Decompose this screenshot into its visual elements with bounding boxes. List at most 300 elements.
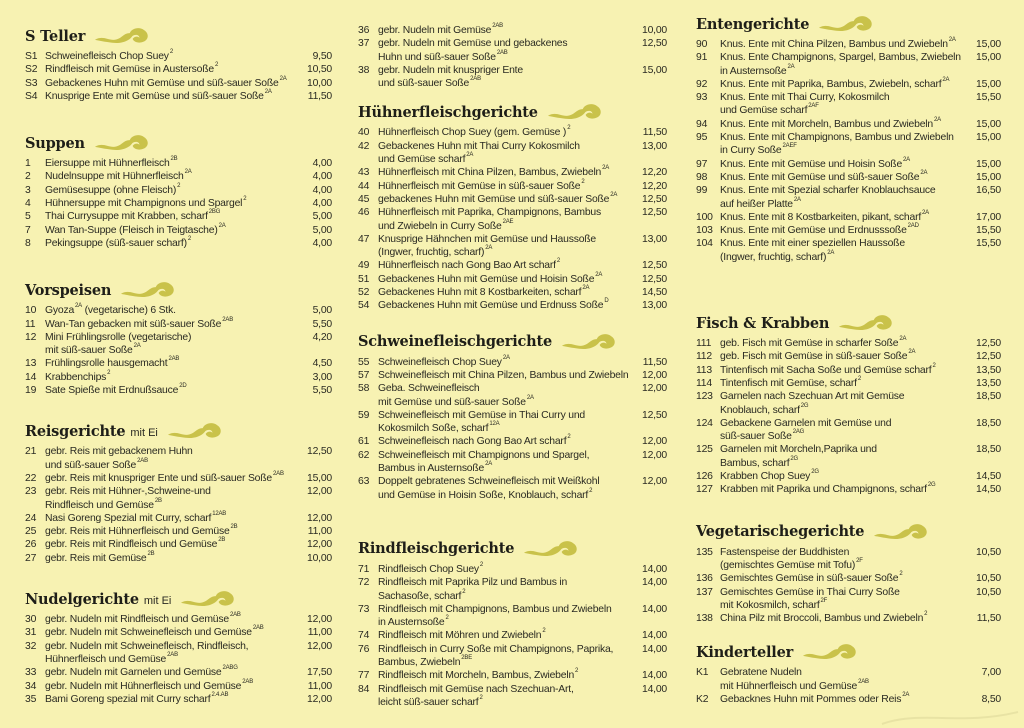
item-price: 10,50	[975, 586, 1001, 598]
allergen-code: 2F	[820, 597, 828, 604]
menu-item	[696, 91, 1001, 118]
item-description	[45, 304, 298, 317]
item-price: 12,00	[306, 614, 332, 626]
item-text: Knusprige Hähnchen mit Gemüse und Haussoße	[378, 233, 597, 245]
item-text: Nudelnsuppe mit Hühnerfleisch	[45, 171, 184, 183]
item-description-line	[45, 357, 295, 370]
menu-section-huhn	[358, 101, 667, 312]
allergen-code: 2A	[787, 63, 795, 70]
item-text: Rindfleisch mit Möhren und Zwiebeln	[378, 630, 542, 642]
item-price: 11,50	[642, 127, 667, 139]
section-header	[696, 13, 1001, 35]
allergen-code: 2	[107, 369, 111, 376]
item-text: Hühnerfleisch nach Gong Bao Art scharf	[378, 260, 556, 272]
allergen-code: 2B	[170, 156, 178, 163]
item-number: 76	[358, 643, 370, 655]
item-text: gebr. Nudeln mit Gemüse	[378, 25, 492, 36]
item-description-line	[720, 131, 964, 144]
item-price: 12,20	[641, 167, 667, 179]
menu-section-schwein	[358, 331, 667, 502]
item-price: 12,00	[641, 449, 667, 461]
item-description	[45, 63, 298, 76]
allergen-code: 2	[479, 561, 484, 568]
item-price: 16,50	[975, 185, 1001, 197]
menu-item	[696, 572, 1001, 585]
item-price: 14,00	[641, 670, 667, 682]
item-description	[378, 37, 633, 64]
menu-item	[358, 299, 667, 312]
item-price: 11,00	[307, 526, 332, 538]
item-number: 55	[358, 356, 370, 368]
item-text: Schweinefleisch mit Champignons und Spargel,	[378, 449, 590, 461]
item-text: Knus. Ente mit Gemüse und Erdnusssoße	[720, 225, 907, 237]
item-price: 15,00	[306, 472, 332, 484]
cloud-ornament-icon	[817, 13, 875, 35]
item-number: 112	[696, 351, 712, 363]
item-number: 46	[358, 207, 370, 219]
item-price: 14,00	[641, 563, 667, 575]
item-price: 4,00	[312, 158, 332, 170]
allergen-code: 2B	[147, 550, 155, 557]
item-number: 19	[25, 385, 37, 397]
menu-item	[358, 369, 667, 382]
item-price: 10,00	[306, 552, 332, 564]
menu-section-kinder	[696, 641, 1001, 706]
item-description-line	[378, 422, 630, 435]
allergen-code: 2A	[218, 222, 226, 229]
menu-section-s-teller	[25, 25, 332, 103]
item-description	[720, 417, 967, 444]
allergen-code: 2B	[218, 537, 226, 544]
item-text: Bambus, Zwiebeln	[378, 656, 461, 668]
item-text: Wan-Tan gebacken mit süß-sauer Soße	[45, 318, 222, 330]
item-number: 72	[358, 577, 370, 589]
item-description-line	[378, 180, 630, 193]
item-description-line	[378, 369, 630, 382]
item-text: gebr. Nudeln mit Rindfleisch und Gemüse	[45, 614, 229, 626]
item-price: 12,00	[306, 539, 332, 551]
menu-item	[696, 390, 1001, 417]
item-number: 84	[358, 683, 370, 695]
allergen-code: 2	[462, 588, 466, 595]
item-description	[720, 131, 967, 158]
item-description	[45, 50, 298, 63]
menu-item	[25, 538, 332, 551]
cloud-ornament-icon	[93, 132, 151, 154]
item-description-line	[720, 483, 964, 496]
item-number: 12	[25, 331, 37, 343]
item-description-line	[720, 184, 964, 197]
menu-item	[358, 37, 667, 64]
item-description-line	[720, 224, 964, 237]
allergen-code: 2A	[466, 152, 474, 159]
item-text: Rindfleisch mit Paprika Pilz und Bambus in	[378, 577, 568, 589]
item-text: Frühlingsrolle hausgemacht	[45, 358, 168, 370]
cloud-ornament-icon	[546, 101, 604, 123]
item-price: 3,00	[312, 371, 332, 383]
menu-item	[25, 224, 332, 237]
menu-item	[358, 643, 667, 670]
item-description-line	[720, 211, 964, 224]
item-description-line	[45, 237, 295, 250]
item-description-line	[378, 489, 630, 502]
item-text: Bambus in Austernsoße	[378, 463, 485, 475]
item-text: Sachasoße, scharf	[378, 590, 462, 602]
menu-section-reis	[25, 420, 332, 565]
allergen-code: 2G	[811, 469, 819, 476]
item-description	[45, 384, 298, 397]
menu-item	[25, 626, 332, 639]
item-description-line	[45, 184, 295, 197]
item-description-line	[378, 603, 630, 616]
item-number: 26	[25, 539, 37, 551]
allergen-code: 2AB	[168, 356, 180, 363]
allergen-code: 2	[243, 196, 247, 203]
item-description	[378, 193, 633, 206]
allergen-code: 2A	[827, 249, 835, 256]
menu-item	[25, 50, 332, 63]
item-description-line	[720, 38, 964, 51]
item-number: 21	[25, 446, 37, 458]
section-header	[25, 279, 332, 301]
item-description	[378, 409, 633, 436]
item-price: 12,00	[306, 640, 332, 652]
item-description	[378, 576, 633, 603]
item-number: 31	[25, 627, 37, 639]
item-number: 11	[25, 318, 36, 330]
item-text: in Austernsoße	[378, 617, 445, 629]
item-text: Knoblauch, scharf	[720, 404, 800, 416]
allergen-code: 2AB	[242, 678, 254, 685]
item-number: K2	[696, 693, 709, 705]
item-text: Knus. Ente mit Morcheln, Bambus und Zwiebeln	[720, 118, 933, 130]
item-description-line	[378, 37, 630, 50]
item-text: Wan Tan-Suppe (Fleisch in Teigtasche)	[45, 224, 218, 236]
item-description	[45, 472, 298, 485]
item-number: 138	[696, 613, 713, 625]
menu-item	[696, 131, 1001, 158]
menu-item	[25, 512, 332, 525]
item-description-line	[45, 50, 295, 63]
item-description	[378, 435, 633, 448]
item-number: 54	[358, 300, 370, 312]
allergen-code: 2.4.AB	[211, 691, 229, 698]
item-text: in Curry Soße	[720, 145, 782, 157]
item-number: 74	[358, 630, 370, 642]
menu-item	[358, 669, 667, 682]
item-text: Knus. Ente mit Gemüse und süß-sauer Soße	[720, 171, 920, 183]
item-description	[45, 210, 298, 223]
menu-item	[696, 443, 1001, 470]
item-description	[720, 377, 967, 390]
item-text: Tintenfisch mit Sacha Soße und Gemüse scharf	[720, 364, 932, 376]
item-description	[378, 382, 633, 409]
item-description	[720, 211, 967, 224]
item-price: 5,50	[312, 385, 332, 397]
item-text: Knus. Ente Champignons, Spargel, Bambus, Zwiebeln	[720, 52, 961, 64]
item-number: 113	[696, 364, 712, 376]
item-number: 43	[358, 167, 370, 179]
menu-item	[696, 364, 1001, 377]
allergen-code: 2BG	[208, 209, 221, 216]
item-description	[720, 184, 967, 211]
menu-item	[358, 273, 667, 286]
item-number: 111	[696, 338, 712, 350]
item-text: süß-sauer Soße	[720, 431, 792, 443]
item-description	[378, 24, 633, 37]
item-description-line	[378, 126, 630, 139]
item-price: 14,00	[641, 683, 667, 695]
item-description-line	[378, 77, 630, 90]
item-description	[45, 197, 298, 210]
item-description	[378, 449, 633, 476]
item-description-line	[720, 78, 964, 91]
menu-item	[25, 77, 332, 90]
menu-item	[358, 629, 667, 642]
menu-item	[358, 576, 667, 603]
item-price: 18,50	[975, 391, 1001, 403]
item-price: 12,50	[641, 193, 667, 205]
section-subtitle: mit Ei	[130, 426, 158, 439]
item-description-line	[378, 286, 630, 299]
allergen-code: 2A	[902, 691, 910, 698]
item-description-line	[45, 384, 295, 397]
menu-section-nudel-cont	[358, 24, 667, 90]
item-price: 14,00	[641, 603, 667, 615]
item-price: 17,00	[975, 211, 1001, 223]
item-text: gebr. Reis mit Hühnerfleisch und Gemüse	[45, 526, 230, 538]
item-text: und süß-sauer Soße	[378, 78, 470, 90]
item-number: 97	[696, 158, 708, 170]
item-number: 57	[358, 369, 370, 381]
menu-item	[696, 211, 1001, 224]
item-description	[45, 237, 298, 250]
item-description	[378, 369, 633, 382]
item-text: Hühnerfleisch und Gemüse	[45, 653, 167, 665]
item-text: Schweinefleisch mit China Pilzen, Bambus und Zwiebeln	[378, 369, 629, 381]
section-title: S Teller	[25, 27, 86, 45]
allergen-code: 2A	[582, 285, 590, 292]
allergen-code: 2A	[133, 343, 141, 350]
item-text: Schweinefleisch mit Gemüse in Thai Curry und	[378, 409, 585, 421]
item-description-line	[45, 331, 295, 344]
item-text: gebr. Reis mit gebackenem Huhn	[45, 446, 193, 458]
item-text: Krabben Chop Suey	[720, 471, 811, 483]
item-price: 14,50	[975, 484, 1001, 496]
item-description-line	[45, 459, 295, 472]
item-description-line	[45, 157, 295, 170]
item-description-line	[45, 210, 295, 223]
item-number: 99	[696, 185, 708, 197]
item-number: 30	[25, 614, 37, 626]
item-description-line	[720, 572, 964, 585]
item-price: 11,50	[976, 613, 1001, 625]
item-number: 100	[696, 211, 713, 223]
item-number: 91	[696, 52, 708, 64]
item-text: Krabben mit Paprika und Champignons, scharf	[720, 484, 927, 496]
item-description	[720, 38, 967, 51]
item-description	[720, 546, 967, 573]
item-text: Nasi Goreng Spezial mit Curry, scharf	[45, 512, 212, 524]
item-number: 4	[25, 198, 31, 210]
item-description	[378, 299, 633, 312]
section-title: Fisch & Krabben	[696, 314, 830, 332]
menu-item	[25, 157, 332, 170]
item-description	[45, 170, 298, 183]
item-description-line	[378, 206, 630, 219]
section-title: Nudelgerichte	[25, 590, 139, 608]
item-description	[720, 572, 967, 585]
item-description-line	[720, 251, 964, 264]
item-description	[378, 563, 633, 576]
item-description-line	[45, 680, 295, 693]
item-price: 9,50	[312, 51, 332, 62]
section-header	[25, 25, 332, 47]
allergen-code: 2	[932, 362, 936, 369]
item-number: 114	[696, 377, 712, 389]
item-text: Gebacknes Huhn mit Pommes oder Reis	[720, 693, 902, 705]
item-description-line	[45, 318, 295, 331]
item-number: 49	[358, 260, 370, 272]
item-price: 15,00	[975, 52, 1001, 64]
allergen-code: 2AD	[907, 223, 919, 230]
item-description	[45, 666, 298, 679]
item-description	[45, 485, 298, 512]
menu-item	[696, 158, 1001, 171]
item-description-line	[378, 64, 630, 77]
item-number: 5	[25, 211, 31, 223]
item-description	[378, 126, 633, 139]
item-price: 5,00	[312, 211, 332, 223]
item-text: gebr. Nudeln mit Gemüse und gebackenes	[378, 38, 568, 50]
item-text: Knus. Ente mit einer speziellen Haussoße	[720, 238, 905, 250]
menu-item	[25, 210, 332, 223]
item-description	[378, 64, 633, 91]
menu-item	[696, 546, 1001, 573]
item-description	[45, 680, 298, 693]
allergen-code: 2A	[502, 354, 510, 361]
item-description	[45, 626, 298, 639]
section-title: Suppen	[25, 134, 85, 152]
item-description-line	[45, 666, 295, 679]
allergen-code: 12AB	[212, 510, 227, 517]
item-number: 92	[696, 78, 708, 90]
menu-section-nudel	[25, 588, 332, 706]
item-description	[720, 364, 967, 377]
menu-item	[358, 233, 667, 260]
item-number: 2	[25, 171, 31, 183]
item-text: Thai Currysuppe mit Krabben, scharf	[45, 211, 208, 223]
item-number: S2	[25, 64, 38, 76]
item-text: (Ingwer, fruchtig, scharf)	[378, 247, 485, 259]
item-text: Huhn und süß-sauer Soße	[378, 51, 496, 63]
section-header	[696, 312, 1001, 334]
menu-item	[696, 666, 1001, 693]
menu-item	[358, 603, 667, 630]
item-description-line	[378, 246, 630, 259]
item-description-line	[720, 118, 964, 131]
item-description	[720, 586, 967, 613]
item-price: 10,00	[306, 77, 332, 89]
menu-item	[358, 64, 667, 91]
item-description	[378, 140, 633, 167]
item-description-line	[45, 63, 295, 76]
item-price: 12,50	[641, 260, 667, 272]
item-number: 37	[358, 38, 370, 50]
item-text: Sate Spieße mit Erdnußsauce	[45, 385, 179, 397]
menu-item	[696, 171, 1001, 184]
item-description	[720, 612, 967, 625]
allergen-code: 2BE	[461, 654, 473, 661]
item-price: 10,50	[306, 64, 332, 76]
item-price: 14,00	[641, 630, 667, 642]
menu-item	[358, 563, 667, 576]
item-description-line	[720, 237, 964, 250]
item-text: Fastenspeise der Buddhisten	[720, 546, 850, 558]
item-text: gebackenes Huhn mit Gemüse und süß-sauer Soße	[378, 193, 610, 205]
cloud-ornament-icon	[872, 521, 930, 543]
item-price: 12,50	[641, 38, 667, 50]
item-description-line	[45, 90, 295, 103]
item-number: 77	[358, 670, 370, 682]
allergen-code: 2A	[75, 303, 82, 310]
item-price: 13,50	[975, 377, 1001, 389]
item-description-line	[378, 166, 630, 179]
menu-item	[25, 666, 332, 679]
item-description	[378, 286, 633, 299]
item-description-line	[378, 356, 630, 369]
item-price: 11,50	[307, 90, 332, 102]
allergen-code: 2	[556, 258, 560, 265]
item-number: 90	[696, 39, 708, 50]
item-text: Knus. Ente mit 8 Kostbarkeiten, pikant, scharf	[720, 211, 922, 223]
item-description	[378, 683, 633, 710]
section-header	[696, 641, 1001, 663]
allergen-code: 2	[567, 434, 571, 441]
item-price: 4,00	[312, 171, 332, 183]
item-text: Gebackenes Huhn mit Gemüse und süß-sauer Soße	[45, 77, 279, 89]
item-text: Gyoza	[45, 305, 75, 317]
item-text: geb. Fisch mit Gemüse in scharfer Soße	[720, 338, 899, 350]
item-description-line	[45, 224, 295, 237]
allergen-code: 2AB	[492, 23, 503, 29]
cloud-ornament-icon	[93, 25, 151, 47]
item-description-line	[720, 457, 964, 470]
item-description	[45, 512, 298, 525]
item-text: Knus. Ente mit Spezial scharfer Knoblauchsauce	[720, 185, 936, 197]
menu-item	[25, 680, 332, 693]
item-number: 98	[696, 171, 708, 183]
menu-item	[25, 63, 332, 76]
item-description-line	[720, 364, 964, 377]
menu-item	[358, 382, 667, 409]
item-description-line	[720, 443, 964, 456]
item-description	[720, 350, 967, 363]
item-price: 11,00	[307, 680, 332, 692]
menu-item	[696, 51, 1001, 78]
allergen-code: 2AE	[502, 218, 514, 225]
allergen-code: 2A	[595, 271, 603, 278]
item-description-line	[720, 104, 964, 117]
item-number: 127	[696, 484, 713, 496]
item-description	[378, 475, 633, 502]
item-description-line	[45, 512, 295, 525]
allergen-code: 12A	[489, 421, 500, 428]
item-price: 14,00	[641, 643, 667, 655]
allergen-code: 2	[177, 182, 181, 189]
item-number: 44	[358, 180, 370, 192]
item-description-line	[45, 197, 295, 210]
